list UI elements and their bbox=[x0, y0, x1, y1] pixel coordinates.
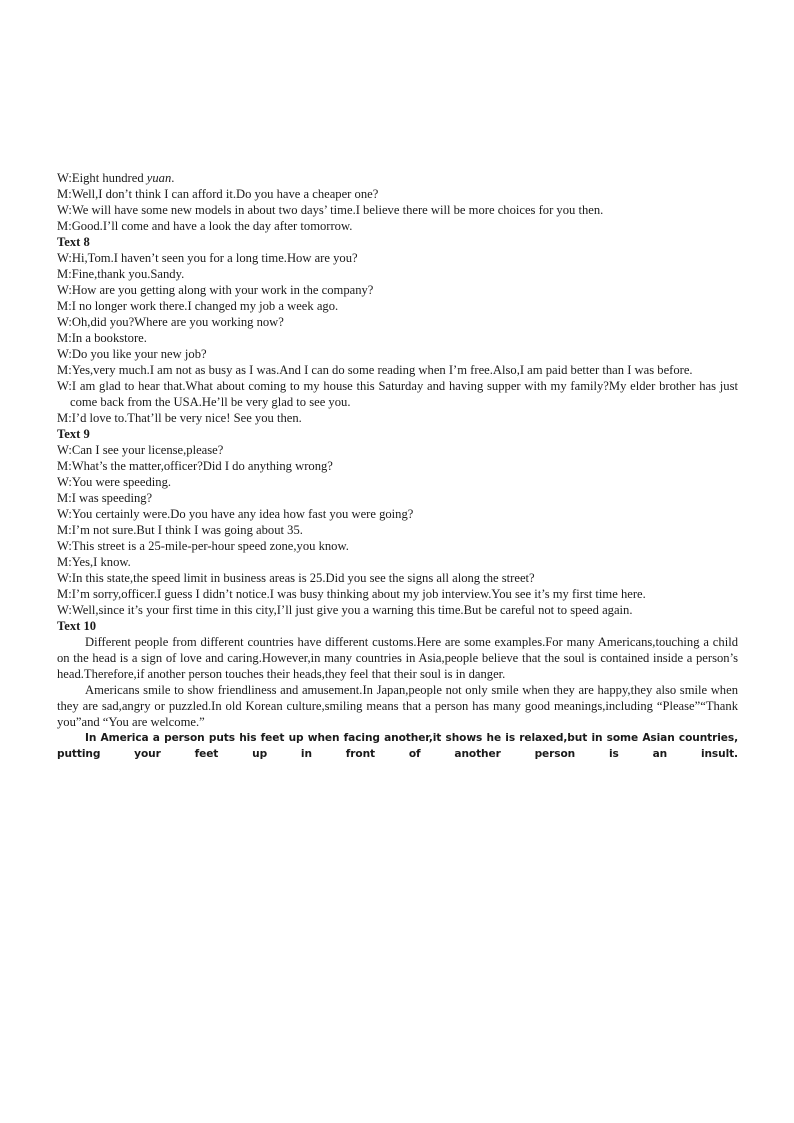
dialogue-line: M:Good.I’ll come and have a look the day after tomorrow. bbox=[57, 219, 353, 233]
section-heading-text-10: Text 10 bbox=[57, 619, 97, 633]
dialogue-line: W:We will have some new models in about two days’ time.I believe there will be more choices for you then. bbox=[57, 203, 604, 217]
dialogue-line: W:Do you like your new job? bbox=[57, 347, 207, 361]
dialogue-line: W:You were speeding. bbox=[57, 475, 172, 489]
dialogue-line: M:I was speeding? bbox=[57, 491, 153, 505]
dialogue-line: W:Oh,did you?Where are you working now? bbox=[57, 315, 284, 329]
dialogue-italic-word: yuan bbox=[146, 171, 172, 185]
section-heading-text-9: Text 9 bbox=[57, 427, 90, 441]
paragraph: Different people from different countries have different customs.Here are some examples.For many Americans,touching a child on the head is a sign of love and caring.However,in many countries in Asia,people believe that the soul is contained inside a person’s head.Therefore,if another person touches their heads,they feel that their soul is in danger. bbox=[57, 635, 738, 681]
dialogue-line: W:I am glad to hear that.What about coming to my house this Saturday and having supper with my family?My elder brother has just come back from the USA.He’ll be very glad to see you. bbox=[57, 379, 738, 409]
dialogue-line: W:In this state,the speed limit in business areas is 25.Did you see the signs all along the street? bbox=[57, 571, 535, 585]
dialogue-line: M:Yes,I know. bbox=[57, 555, 131, 569]
dialogue-prefix: W:Eight hundred bbox=[57, 171, 147, 185]
section-heading-text-8: Text 8 bbox=[57, 235, 90, 249]
paragraph: Americans smile to show friendliness and amusement.In Japan,people not only smile when they are happy,they also smile when they are sad,angry or puzzled.In old Korean culture,smiling means that a person has many good meanings,including “Please”“Thank you”and “You are welcome.” bbox=[57, 683, 738, 729]
dialogue-line: M:Yes,very much.I am not as busy as I was.And I can do some reading when I’m free.Also,I am paid better than I was before. bbox=[57, 363, 693, 377]
document-page bbox=[57, 170, 738, 762]
paragraph-bold: In America a person puts his feet up when facing another,it shows he is relaxed,but in some Asian countries, putting your feet up in front of another person is an insult. bbox=[57, 732, 738, 760]
dialogue-line: W:How are you getting along with your work in the company? bbox=[57, 283, 374, 297]
dialogue-line: M:I no longer work there.I changed my job a week ago. bbox=[57, 299, 339, 313]
dialogue-line: M:I’d love to.That’ll be very nice! See you then. bbox=[57, 411, 302, 425]
dialogue-line: M:Well,I don’t think I can afford it.Do you have a cheaper one? bbox=[57, 187, 379, 201]
dialogue-line: M:Fine,thank you.Sandy. bbox=[57, 267, 185, 281]
dialogue-line: M:What’s the matter,officer?Did I do anything wrong? bbox=[57, 459, 333, 473]
dialogue-line: W:Can I see your license,please? bbox=[57, 443, 224, 457]
dialogue-line: M:I’m sorry,officer.I guess I didn’t notice.I was busy thinking about my job interview.You see it’s my first time here. bbox=[57, 587, 646, 601]
dialogue-line: W:Well,since it’s your first time in this city,I’ll just give you a warning this time.But be careful not to speed again. bbox=[57, 603, 633, 617]
dialogue-line bbox=[57, 170, 738, 186]
dialogue-line: W:You certainly were.Do you have any idea how fast you were going? bbox=[57, 507, 414, 521]
dialogue-line: W:This street is a 25-mile-per-hour speed zone,you know. bbox=[57, 539, 349, 553]
dialogue-line: M:I’m not sure.But I think I was going about 35. bbox=[57, 523, 303, 537]
dialogue-line: W:Hi,Tom.I haven’t seen you for a long time.How are you? bbox=[57, 251, 358, 265]
dialogue-line: M:In a bookstore. bbox=[57, 331, 147, 345]
dialogue-suffix: . bbox=[171, 171, 175, 185]
